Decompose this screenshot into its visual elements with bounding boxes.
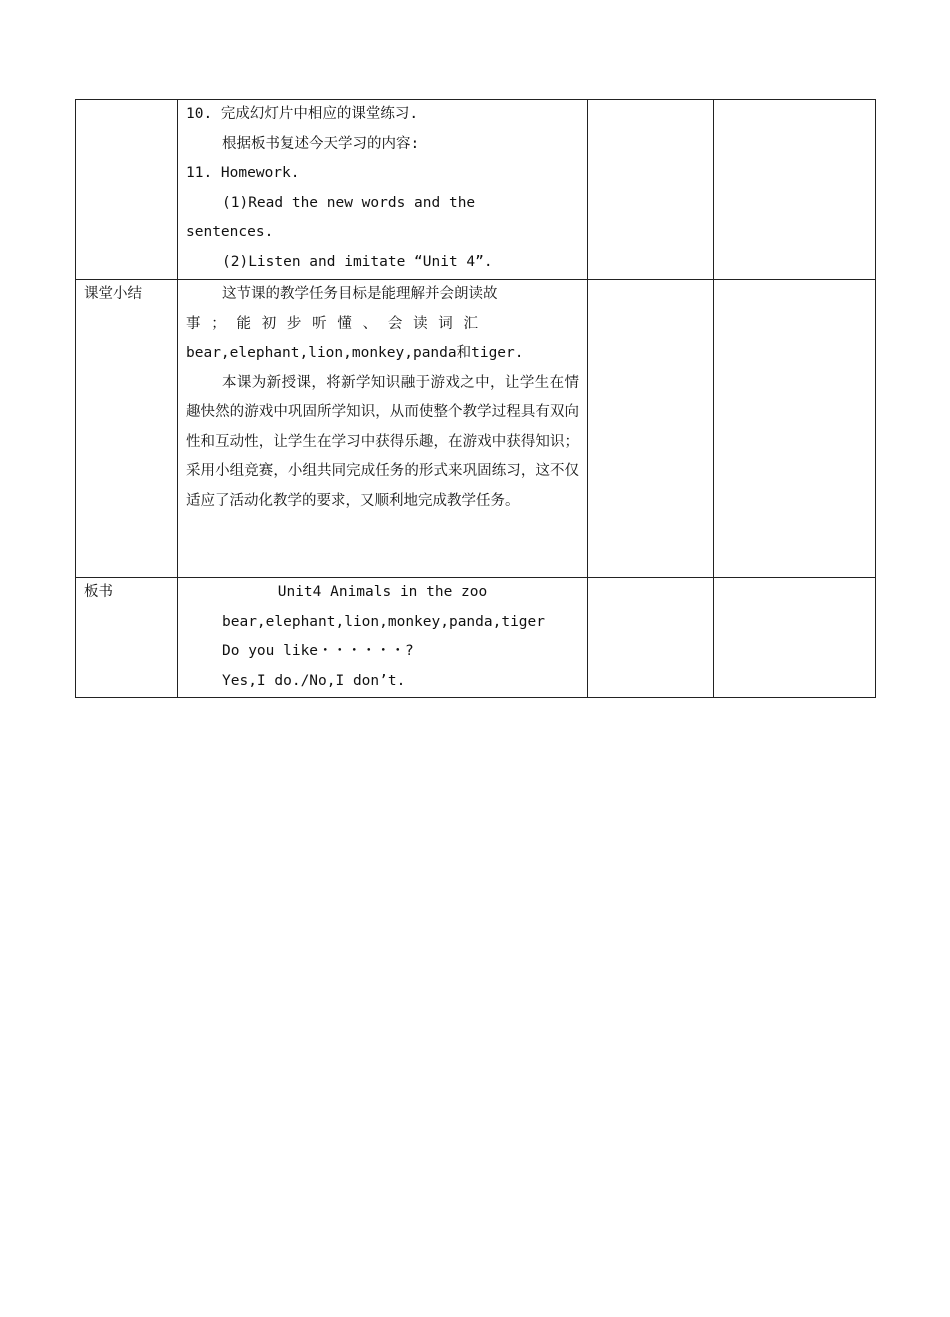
summary-line-3: bear,elephant,lion,monkey,panda和tiger. bbox=[186, 345, 524, 361]
empty-cell bbox=[588, 100, 714, 280]
summary-line-2: 事 ； 能 初 步 听 懂 、 会 读 词 汇 bbox=[186, 315, 479, 332]
step-11: 11. Homework. bbox=[186, 165, 300, 181]
table-row-homework bbox=[76, 100, 876, 280]
content-cell-summary bbox=[178, 280, 588, 578]
step-10: 10. 完成幻灯片中相应的课堂练习. bbox=[186, 106, 419, 122]
empty-cell bbox=[714, 280, 876, 578]
row-label bbox=[76, 100, 178, 280]
row-label-blackboard: 板书 bbox=[76, 578, 178, 698]
blackboard-words: bear,elephant,lion,monkey,panda,tiger bbox=[222, 613, 546, 630]
blackboard-title: Unit4 Animals in the zoo bbox=[277, 584, 488, 600]
blackboard-question: Do you like・・・・・・? bbox=[222, 643, 414, 659]
lesson-plan-table bbox=[75, 99, 876, 698]
table-row-summary bbox=[76, 280, 876, 578]
homework-item-2: (2)Listen and imitate “Unit 4”. bbox=[222, 253, 493, 270]
empty-cell bbox=[588, 578, 714, 698]
empty-cell bbox=[714, 578, 876, 698]
content-cell-blackboard bbox=[178, 578, 588, 698]
retell-instruction: 根据板书复述今天学习的内容: bbox=[222, 135, 420, 152]
row-label-summary: 课堂小结 bbox=[76, 280, 178, 578]
empty-cell bbox=[714, 100, 876, 280]
blackboard-answer: Yes,I do./No,I don’t. bbox=[222, 672, 406, 689]
summary-paragraph: 本课为新授课，将新学知识融于游戏之中，让学生在情趣快然的游戏中巩固所学知识，从而使整个教学过程具有双向性和互动性，让学生在学习中获得乐趣，在游戏中获得知识；采用小组竞赛，小组共同完成任务的形式来巩固练习，这不仅适应了活动化教学的要求，又顺利地完成教学任务。 bbox=[186, 374, 579, 509]
homework-item-1a: (1)Read the new words and the bbox=[222, 194, 476, 211]
content-cell-homework bbox=[178, 100, 588, 280]
empty-cell bbox=[588, 280, 714, 578]
homework-item-1b: sentences. bbox=[186, 224, 274, 240]
table-row-blackboard bbox=[76, 578, 876, 698]
summary-line-1: 这节课的教学任务目标是能理解并会朗读故 bbox=[222, 286, 498, 302]
